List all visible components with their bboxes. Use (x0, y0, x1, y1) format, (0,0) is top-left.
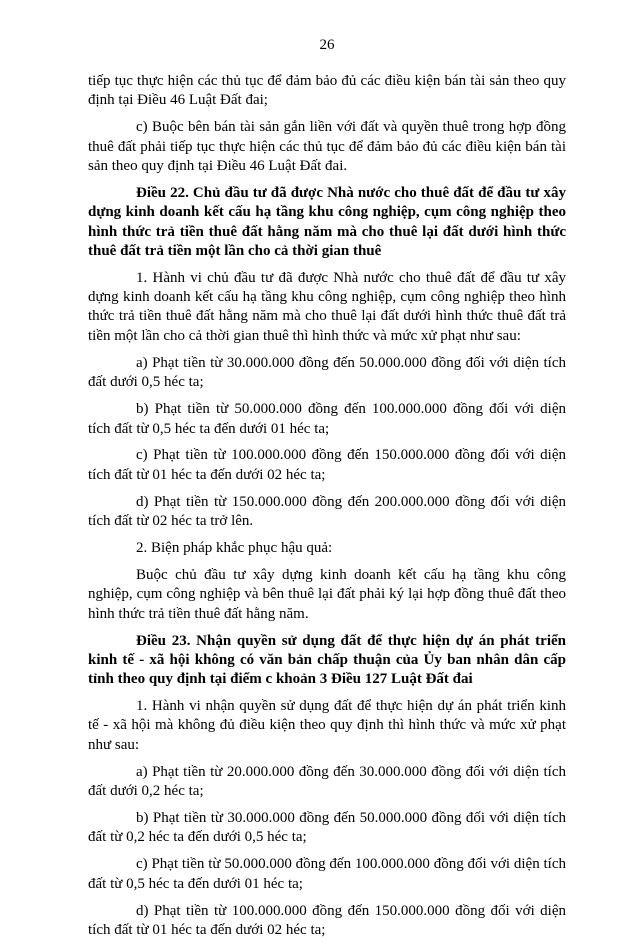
article-23-point-b: b) Phạt tiền từ 30.000.000 đồng đến 50.000.000 đồng đối với diện tích đất từ 0,2 héc ta đến dưới 0,5 héc ta; (88, 809, 566, 846)
article-22-point-c: c) Phạt tiền từ 100.000.000 đồng đến 150.000.000 đồng đối với diện tích đất từ 01 héc ta đến dưới 02 héc ta; (88, 447, 566, 483)
article-23-point-d: d) Phạt tiền từ 100.000.000 đồng đến 150.000.000 đồng đối với diện tích đất từ 01 héc ta đến dưới 02 héc ta; (88, 902, 566, 938)
document-page (88, 36, 566, 948)
article-22-heading: Điều 22. Chủ đầu tư đã được Nhà nước cho thuê đất để đầu tư xây dựng kinh doanh kết cấu hạ tầng khu công nghiệp, cụm công nghiệp theo hình thức trả tiền thuê đất hằng năm mà cho thuê lại đất dưới hình thức thuê đất trả tiền một lần cho cả thời gian thuê (88, 185, 566, 260)
article-23-point-a: a) Phạt tiền từ 20.000.000 đồng đến 30.000.000 đồng đối với diện tích đất dưới 0,2 héc ta; (88, 763, 566, 799)
page-number: 26 (319, 37, 335, 53)
article-22-point-a: a) Phạt tiền từ 30.000.000 đồng đến 50.000.000 đồng đối với diện tích đất dưới 0,5 héc ta; (88, 354, 566, 391)
paragraph-item-c: c) Buộc bên bán tài sản gắn liền với đất và quyền thuê trong hợp đồng thuê đất phải tiếp tục thực hiện các thủ tục để đảm bảo đủ các điều kiện bán tài sản theo quy định tại Điều 46 Luật Đất đai. (88, 119, 566, 175)
article-23-clause-1: 1. Hành vi nhận quyền sử dụng đất để thực hiện dự án phát triển kinh tế - xã hội mà không đủ điều kiện theo quy định thì hình thức và mức xử phạt như sau: (88, 697, 566, 753)
article-22-clause-1: 1. Hành vi chủ đầu tư đã được Nhà nước cho thuê đất để đầu tư xây dựng kinh doanh kết cấu hạ tầng khu công nghiệp, cụm công nghiệp theo hình thức trả tiền thuê đất hằng năm mà cho thuê lại đất dưới hình thức thuê đất trả tiền một lần cho cả thời gian thuê thì hình thức và mức xử phạt như sau: (88, 269, 566, 344)
article-23-heading: Điều 23. Nhận quyền sử dụng đất để thực hiện dự án phát triển kinh tế - xã hội không có văn bản chấp thuận của Ủy ban nhân dân cấp tỉnh theo quy định tại điểm c khoản 3 Điều 127 Luật Đất đai (88, 632, 566, 688)
paragraph-continuation: tiếp tục thực hiện các thủ tục để đảm bảo đủ các điều kiện bán tài sản theo quy định tại Điều 46 Luật Đất đai; (88, 73, 566, 109)
article-22-remedy: Buộc chủ đầu tư xây dựng kinh doanh kết cấu hạ tầng khu công nghiệp, cụm công nghiệp và bên thuê lại đất phải ký lại hợp đồng thuê đất theo hình thức trả tiền thuê đất hằng năm. (88, 566, 566, 622)
article-22-point-d: d) Phạt tiền từ 150.000.000 đồng đến 200.000.000 đồng đối với diện tích đất từ 02 héc ta trở lên. (88, 493, 566, 530)
article-22-point-b: b) Phạt tiền từ 50.000.000 đồng đến 100.000.000 đồng đối với diện tích đất từ 0,5 héc ta đến dưới 01 héc ta; (88, 401, 566, 437)
article-23-point-c: c) Phạt tiền từ 50.000.000 đồng đến 100.000.000 đồng đối với diện tích đất từ 0,5 héc ta đến dưới 01 héc ta; (88, 856, 566, 892)
article-22-clause-2: 2. Biện pháp khắc phục hậu quả: (136, 540, 333, 557)
